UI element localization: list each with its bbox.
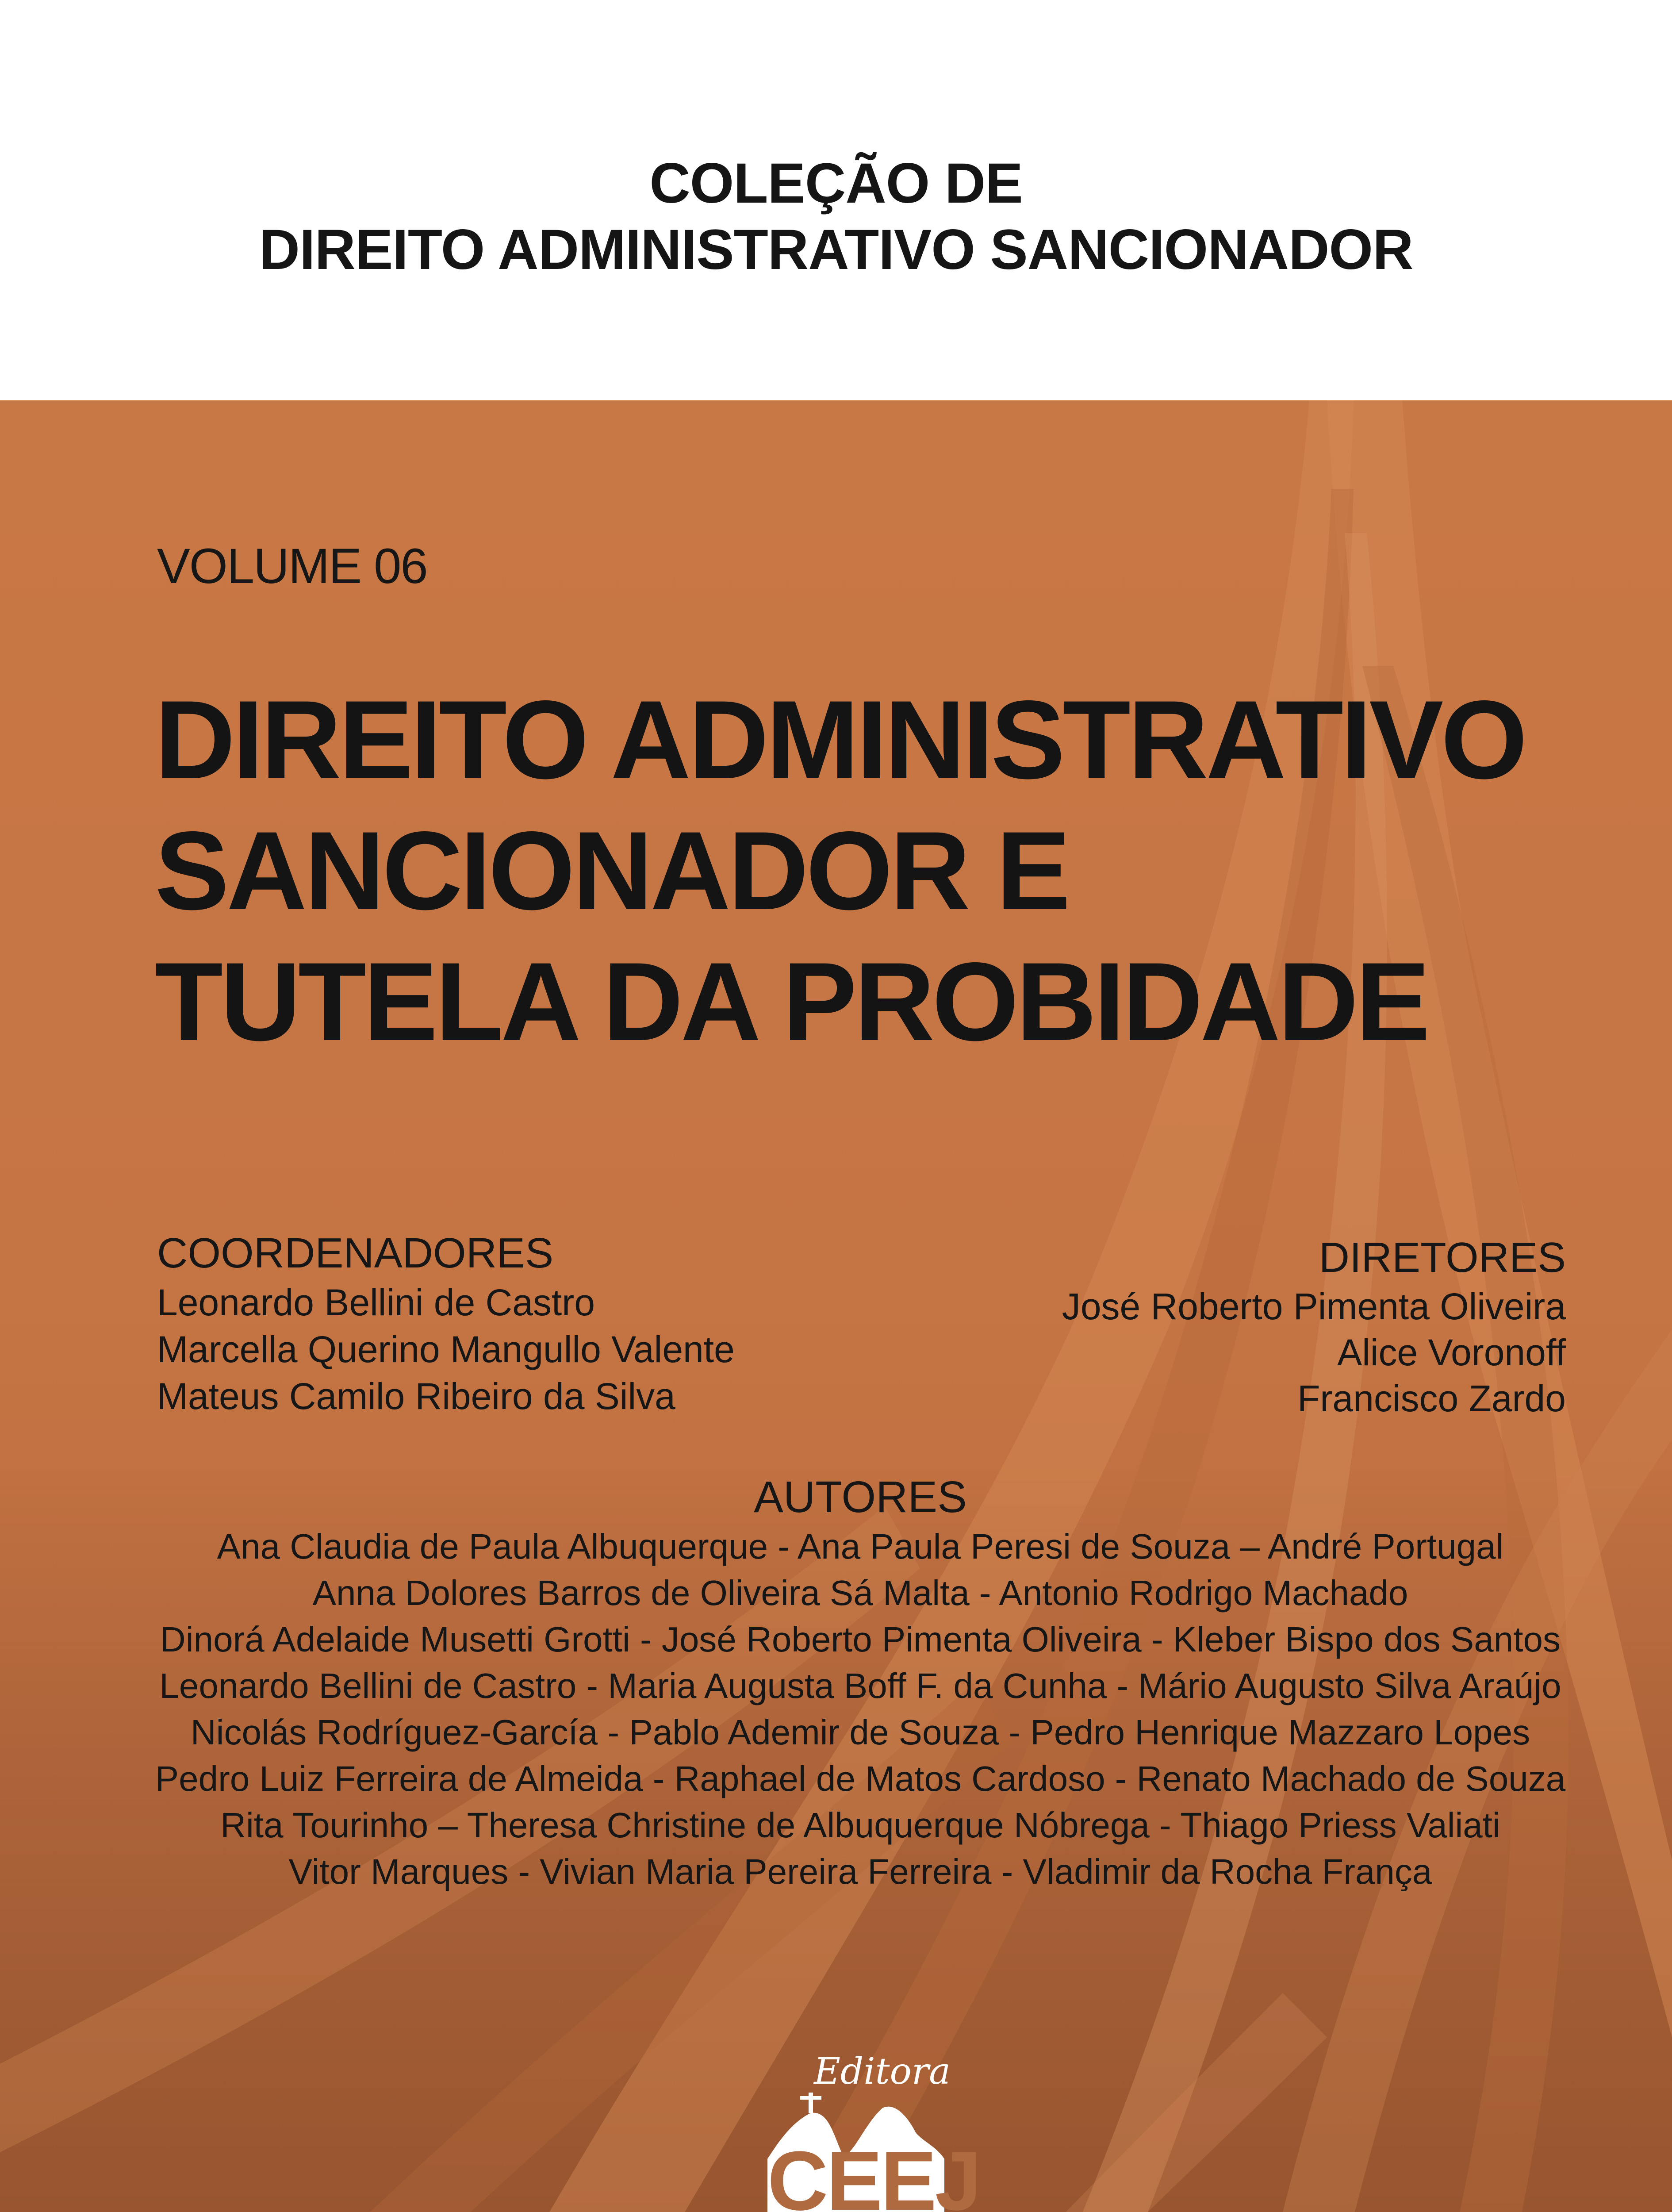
series-title (0, 150, 1672, 283)
publisher-editora-script: Editora (814, 2051, 951, 2093)
coordinators-block (157, 1228, 735, 1420)
book-title-line-3: TUTELA DA PROBIDADE (155, 940, 1428, 1064)
director-name: Alice Voronoff (1337, 1332, 1566, 1373)
authors-line: Ana Claudia de Paula Albuquerque - Ana Paula Peresi de Souza – André Portugal (217, 1527, 1504, 1566)
publisher-logo (763, 2051, 980, 2212)
director-name: José Roberto Pimenta Oliveira (1062, 1286, 1566, 1327)
authors-heading: AUTORES (754, 1472, 967, 1522)
book-title-line-2: SANCIONADOR E (155, 809, 1068, 933)
series-band (0, 0, 1672, 400)
authors-block (0, 1471, 1672, 1895)
book-title-line-1: DIREITO ADMINISTRATIVO (155, 678, 1525, 802)
series-title-line-2: DIREITO ADMINISTRATIVO SANCIONADOR (259, 218, 1413, 281)
coordinator-name: Mateus Camilo Ribeiro da Silva (157, 1375, 675, 1417)
coordinator-name: Leonardo Bellini de Castro (157, 1282, 595, 1323)
authors-line: Leonardo Bellini de Castro - Maria Augusta Boff F. da Cunha - Mário Augusto Silva Araújo (159, 1666, 1561, 1705)
book-title (155, 675, 1614, 1068)
coordinator-name: Marcella Querino Mangullo Valente (157, 1329, 735, 1370)
directors-block (1062, 1232, 1566, 1421)
authors-line: Nicolás Rodríguez-García - Pablo Ademir de Souza - Pedro Henrique Mazzaro Lopes (190, 1713, 1530, 1752)
authors-line: Vitor Marques - Vivian Maria Pereira Ferreira - Vladimir da Rocha França (288, 1852, 1432, 1891)
series-title-line-1: COLEÇÃO DE (649, 152, 1023, 215)
cover-panel (0, 400, 1672, 2212)
coordinators-heading: COORDENADORES (157, 1229, 554, 1277)
volume-label: VOLUME 06 (157, 538, 427, 594)
director-name: Francisco Zardo (1297, 1378, 1566, 1419)
authors-line: Pedro Luiz Ferreira de Almeida - Raphael de Matos Cardoso - Renato Machado de Souza (155, 1759, 1566, 1798)
directors-heading: DIRETORES (1319, 1234, 1566, 1281)
authors-line: Dinorá Adelaide Musetti Grotti - José Roberto Pimenta Oliveira - Kleber Bispo dos Santos (160, 1620, 1561, 1659)
authors-line: Anna Dolores Barros de Oliveira Sá Malta - Antonio Rodrigo Machado (312, 1573, 1408, 1613)
publisher-name: CEEJ (767, 2134, 980, 2212)
authors-line: Rita Tourinho – Theresa Christine de Albuquerque Nóbrega - Thiago Priess Valiati (220, 1805, 1500, 1845)
